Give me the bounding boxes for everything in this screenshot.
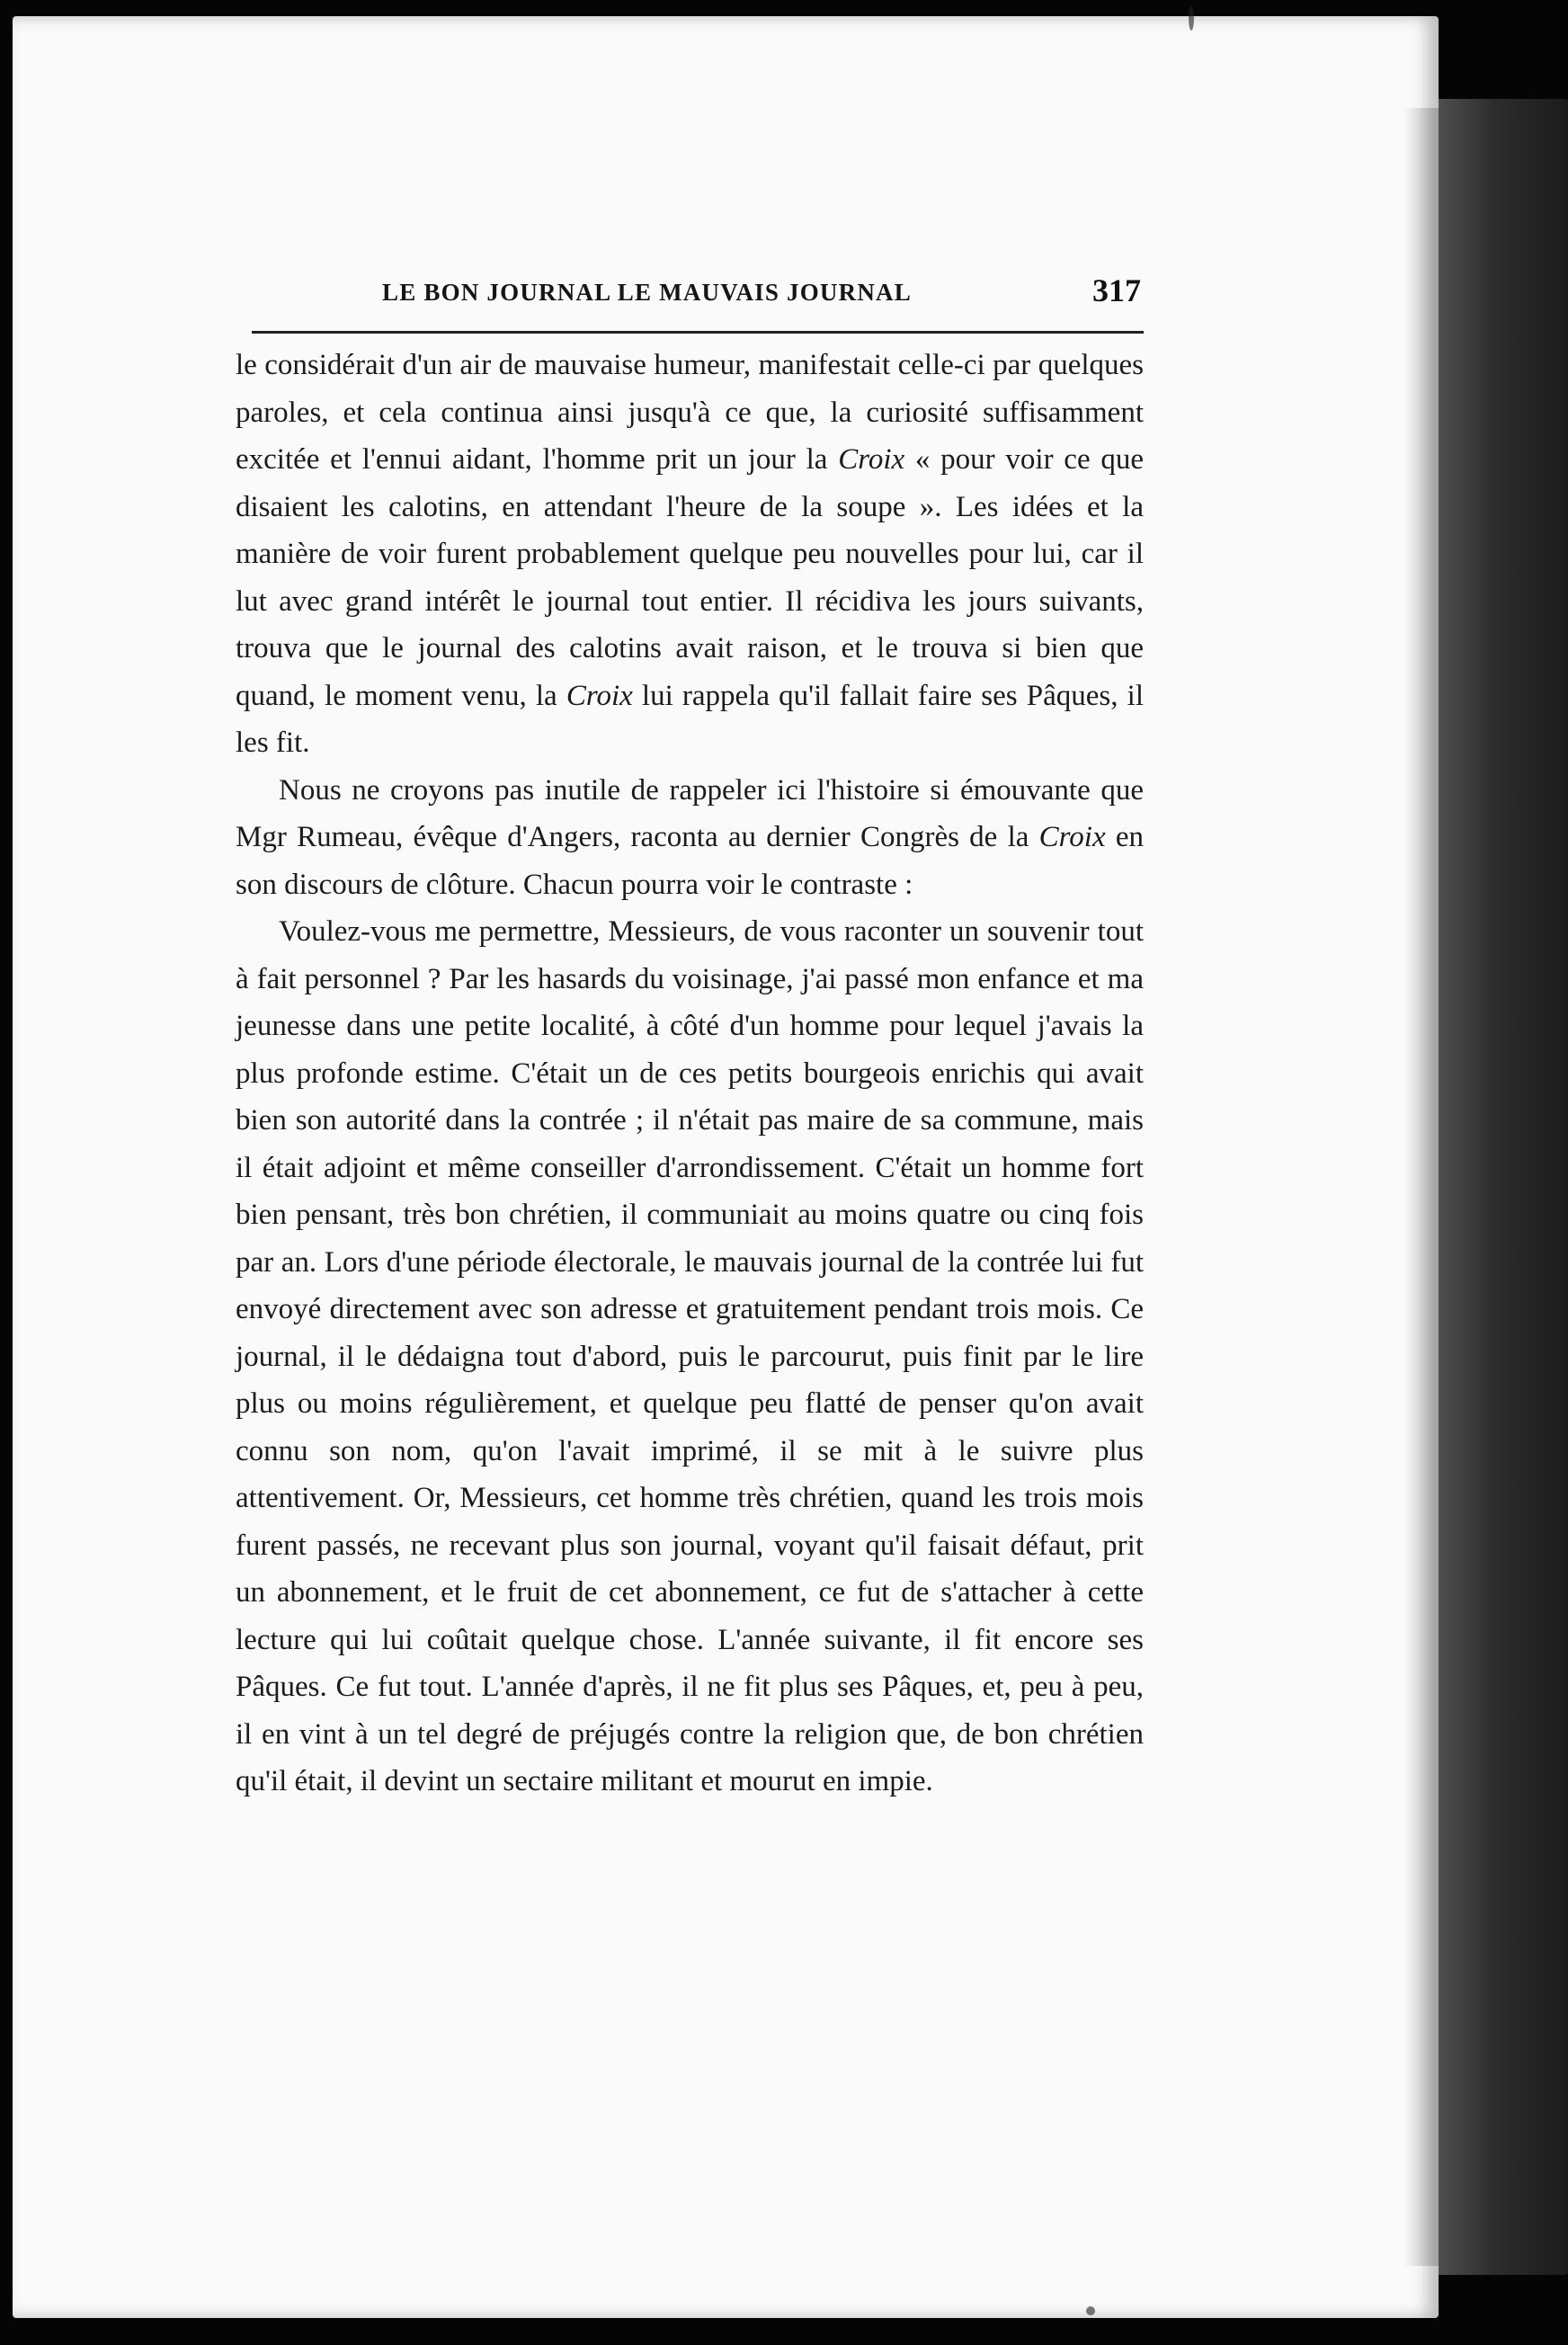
- page-gutter-shadow: [1403, 108, 1439, 2266]
- page-number: 317: [1092, 272, 1141, 308]
- paragraph: [236, 767, 1144, 909]
- text-run: le considérait d'un air de mauvaise humeur, manifestait celle-ci par quelques paroles, et cela continua ainsi jusqu'à ce que, la curiosité suffisamment excitée et l'ennui aidant, l'homme prit un jour la: [236, 349, 1144, 476]
- text-run: « pour voir ce que disaient les calotins, en attendant l'heure de la soupe ». Les idées et la manière de voir furent probablement quelque peu nouvelles pour lui, car il lut avec grand intérêt le journal tout entier. Il récidiva les jours suivants, trouva que le journal des calotins avait raison, et le trouva si bien que quand, le moment venu, la: [236, 443, 1144, 712]
- text-run: lui rappela qu'il fallait faire ses Pâques, il les fit.: [236, 679, 1144, 759]
- paragraph: [236, 342, 1144, 767]
- text-run: Voulez-vous me permettre, Messieurs, de vous raconter un souvenir tout à fait personnel ? Par les hasards du voisinage, j'ai passé mon enfance et ma jeunesse dans une petite localité, à côté d'un homme pour lequel j'avais la plus profonde estime. C'était un de ces petits bourgeois enrichis qui avait bien son autorité dans la contrée ; il n'était pas maire de sa commune, mais il était adjoint et même conseiller d'arrondissement. C'était un homme fort bien pensant, très bon chrétien, il communiait au moins quatre ou cinq fois par an. Lors d'une période électorale, le mauvais journal de la contrée lui fut envoyé directement avec son adresse et gratuitement pendant trois mois. Ce journal, il le dédaigna tout d'abord, puis le parcourut, puis finit par le lire plus ou moins régulièrement, et quelque peu flatté de penser qu'on avait connu son nom, qu'on l'avait imprimé, il se mit à le suivre plus attentivement. Or, Messieurs, cet homme très chrétien, quand les trois mois furent passés, ne recevant plus son journal, voyant qu'il faisait défaut, prit un abonnement, et le fruit de cet abonnement, ce fut de s'attacher à cette lecture qui lui coûtait quelque chose. L'année suivante, il fit encore ses Pâques. Ce fut tout. L'année d'après, il ne fit plus ses Pâques, et, peu à peu, il en vint à un tel degré de préjugés contre la religion que, de bon chrétien qu'il était, il devint un sectaire militant et mourut en impie.: [236, 915, 1144, 1797]
- running-head: [243, 270, 1142, 324]
- body-text: [236, 342, 1144, 1806]
- newspaper-title: Croix: [1038, 821, 1106, 853]
- newspaper-title: Croix: [566, 679, 633, 712]
- header-rule: [252, 331, 1144, 334]
- text-run: en son discours de clôture. Chacun pourra voir le contraste :: [236, 821, 1144, 901]
- paragraph-quotation: [236, 908, 1144, 1806]
- newspaper-title: Croix: [838, 443, 905, 476]
- running-title: LE BON JOURNAL LE MAUVAIS JOURNAL: [382, 279, 912, 306]
- text-run: Nous ne croyons pas inutile de rappeler ici l'histoire si émouvante que Mgr Rumeau, évêque d'Angers, raconta au dernier Congrès de la: [236, 773, 1144, 853]
- scan-artifact: [1189, 5, 1194, 31]
- scan-artifact: [1086, 2306, 1095, 2315]
